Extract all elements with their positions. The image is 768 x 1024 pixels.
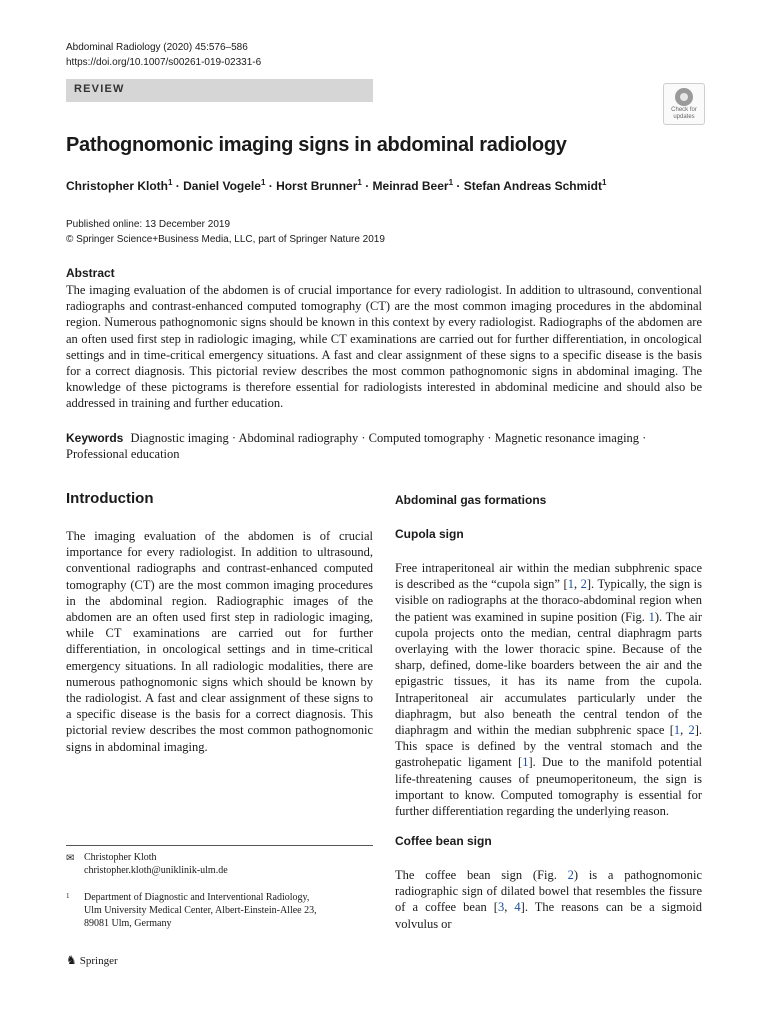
text-run: ). The air cupola projects onto the median, central diaphragm parts overlaying with the lower thoracic spine. Because of the sharp, defined, dome-like boarders between the air and the epigastric tissues, it has its name from the cupola. Intraperitoneal air accumulates particularly under the diaphragm, but also beneath the central tendon of the diaphragm and within the median subphrenic space [ (395, 609, 702, 738)
publication-info (66, 217, 385, 247)
citation-link[interactable]: 1 (673, 723, 681, 738)
footnote-divider (66, 845, 373, 846)
cupola-sign-text (395, 560, 702, 819)
author-affiliation-mark: 1 (357, 178, 362, 187)
springer-logo-icon: ♞ (66, 953, 77, 967)
text-run: ]. This space is defined by the ventral stomach and the gastrohepatic ligament [ (395, 723, 703, 770)
envelope-icon: ✉ (66, 853, 75, 864)
citation-link[interactable]: 3 (497, 900, 505, 915)
article-title: Pathognomonic imaging signs in abdominal radiology (66, 134, 567, 156)
citation-link[interactable]: 1 (522, 755, 529, 770)
author-name[interactable]: Stefan Andreas Schmidt (463, 179, 602, 193)
keywords (66, 430, 702, 462)
doi-link[interactable]: https://doi.org/10.1007/s00261-019-02331-6 (66, 57, 262, 68)
abstract-text: The imaging evaluation of the abdomen is of crucial importance for every radiologist. In addition to ultrasound, conventional radiographs and contrast-enhanced computed tomography (CT) are the most common imaging procedures in the abdominal region. Numerous pathognomonic signs should be known in this context by every radiologist. Radiographs of the abdomen are an often used first step in radiologic imaging, while CT examinations are carried out for further differentiation, in oncological settings and in time-critical emergency situations. A fast and clear assignment of these signs to a specific disease is the basis for a correct diagnosis. This pictorial review describes the most common pathognomonic signs in abdominal imaging. The knowledge of these pictograms is therefore essential for radiologists interested in abdominal medicine and should also be addressed in training and further education. (66, 283, 702, 411)
check-updates-label: Check for updates (671, 107, 697, 120)
affiliation-line: Ulm University Medical Center, Albert-Einstein-Allee 23, (84, 905, 317, 916)
check-for-updates-badge[interactable] (663, 83, 705, 125)
text-run: The coffee bean sign (Fig. (395, 868, 568, 882)
affiliation-line: 89081 Ulm, Germany (84, 918, 172, 929)
citation-link[interactable]: 2 (688, 723, 695, 738)
figure-link[interactable]: 2 (567, 868, 574, 882)
keywords-list: Diagnostic imaging · Abdominal radiography · Computed tomography · Magnetic resonance imaging · Professional education (66, 431, 647, 461)
author-affiliation-mark: 1 (601, 178, 607, 187)
introduction-heading: Introduction (66, 490, 154, 507)
copyright-notice: © Springer Science+Business Media, LLC, part of Springer Nature 2019 (66, 234, 385, 245)
figure-link[interactable]: 1 (648, 609, 655, 624)
keywords-heading: Keywords (66, 431, 124, 445)
check-updates-icon (675, 88, 693, 106)
journal-header (66, 40, 261, 70)
correspondence-email[interactable]: christopher.kloth@uniklinik-ulm.de (84, 865, 228, 876)
abstract-heading: Abstract (66, 266, 115, 280)
text-run: ]. The reasons can be a sigmoid volvulus or (395, 900, 702, 931)
journal-citation: Abdominal Radiology (2020) 45:576–586 (66, 42, 248, 53)
author-affiliation-mark: 1 (448, 178, 454, 187)
article-type-bar (66, 79, 373, 102)
author-name[interactable]: Daniel Vogele (183, 179, 261, 193)
citation-link[interactable]: 4 (514, 900, 521, 915)
text-run: , (504, 900, 515, 915)
author-affiliation-mark: 1 (168, 178, 173, 187)
text-run: , (680, 723, 689, 738)
publisher-name: Springer (79, 955, 118, 967)
author-affiliation-mark: 1 (260, 178, 266, 187)
author-name[interactable]: Horst Brunner (276, 179, 358, 193)
author-name[interactable]: Christopher Kloth (66, 179, 168, 193)
cupola-sign-heading: Cupola sign (395, 527, 464, 541)
text-run: , (573, 577, 581, 592)
coffee-bean-sign-heading: Coffee bean sign (395, 834, 492, 848)
text-run: ) is a pathognomonic radiographic sign of dilated bowel that resembles the fissure of a coffee bean [ (395, 868, 702, 915)
citation-link[interactable]: 1 (567, 577, 574, 592)
published-online-date: Published online: 13 December 2019 (66, 219, 230, 230)
correspondence-name: Christopher Kloth (84, 852, 157, 863)
text-run: ]. Due to the manifold potential life-threatening causes of pneumoperitoneum, the sign is important to know. Computed tomography is essential for further differentiation regarding the underlying reason. (395, 755, 702, 819)
article-type-label: REVIEW (74, 83, 125, 95)
publisher-footer (66, 953, 118, 968)
abdominal-gas-heading: Abdominal gas formations (395, 493, 547, 507)
affiliation-number: 1 (66, 892, 70, 900)
coffee-bean-sign-text (395, 867, 702, 932)
text-run: Free intraperitoneal air within the median subphrenic space is described as the “cupola sign” [ (395, 561, 702, 592)
introduction-text: The imaging evaluation of the abdomen is of crucial importance for every radiologist. In addition to ultrasound, conventional radiographs and contrast-enhanced computed tomography (CT) are the most common imaging procedures in the abdominal region. Radiographic images of the abdomen are an often used first step in radiologic imaging, while CT examinations are carried out for further differentiation, in oncological settings and in time-critical emergency situations. In all radiologic modalities, there are numerous pathognomonic signs which should be known by the radiologist. A fast and clear assignment of these signs to a specific disease is the basis for a correct diagnosis. This pictorial review describes the most common pathognomonic signs in abdominal imaging. (66, 529, 373, 754)
text-run: ]. Typically, the sign is visible on radiographs at the thoraco-abdominal region when the patient was examined in supine position (Fig. (395, 577, 702, 624)
affiliation-line: Department of Diagnostic and Interventional Radiology, (84, 892, 310, 903)
citation-link[interactable]: 2 (580, 577, 587, 592)
author-list: Christopher Kloth$^1$ · Daniel Vogele$^1$ · Horst Brunner$^1$ · Meinrad Beer$^1$ · Stefan Andreas Schmidt$^1$ (66, 178, 607, 193)
author-name[interactable]: Meinrad Beer (372, 179, 449, 193)
